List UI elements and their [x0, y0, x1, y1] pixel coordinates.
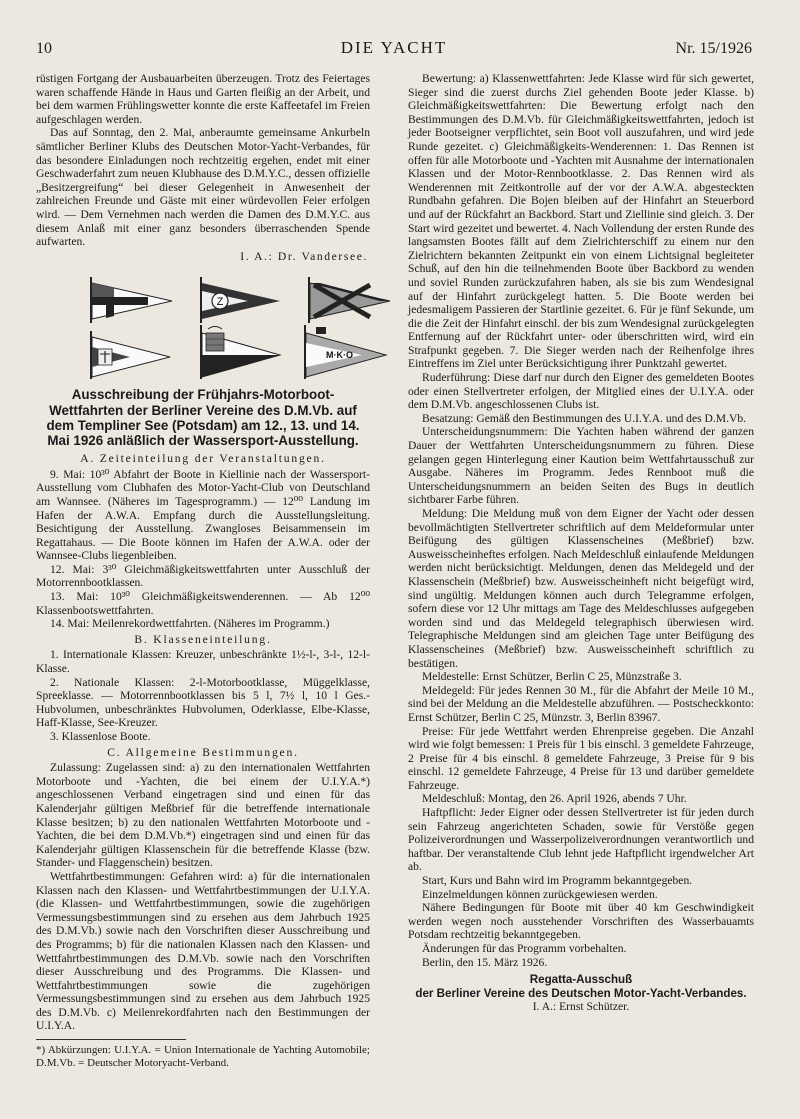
section-heading-c: C. Allgemeine Bestimmungen. — [107, 745, 299, 759]
paragraph: Haftpflicht: Jeder Eigner oder dessen Stellvertreter ist für jeden durch sein Fahrzeug angerichteten Schaden, sowie für Verstöße gegen Polizeiverordnungen und Wasserpolizeiverordnungen verantwortlich und haftbar. Der veranstaltende Club lehnt jede Haftpflicht irgendwelcher Art ab. — [408, 806, 754, 874]
pennant-z-icon — [198, 277, 282, 323]
paragraph: Start, Kurs und Bahn wird im Programm bekanntgegeben. — [422, 874, 693, 888]
closing-block — [408, 973, 754, 1014]
paragraph: Wettfahrtbestimmungen: Gefahren wird: a) für die internationalen Klassen nach den Klassen- und Wettfahrtbestimmungen der U.I.Y.A. (die Klassen- und Wettfahrtbestimmungen, sowie die zugehörigen Vermessungsbestimmungen sind zu ersehen aus dem Jahrbuch 1925 des D.M.Vb.) sowie nach den Vorschriften dieser Ausschreibung und des Programms; b) für die nationalen Klassen nach den Klassen- und Wettfahrtbestimmungen des D.M.Vb. sowie nach den Vorschriften dieser Ausschreibung und des Programms. Die Klassen- und Wettfahrtbestimmungen sowie die zugehörigen Vermessungsbestimmungen sind zu ersehen aus dem Jahrbuch 1925 des D.M.Vb. c) Meilenrekordfahrten nach den Bestimmungen der U.I.Y.A. — [36, 869, 370, 1033]
section-heading-b: B. Klasseneinteilung. — [134, 632, 272, 646]
paragraph: 12. Mai: 3³⁰ Gleichmäßigkeitswettfahrten unter Ausschluß der Motorrennbootklassen. — [36, 562, 370, 590]
page-number: 10 — [36, 40, 52, 57]
svg-text:Z: Z — [216, 296, 224, 309]
pennant-saltire-icon — [306, 277, 392, 323]
paragraph: Das auf Sonntag, den 2. Mai, anberaumte gemeinsame Ankurbeln sämtlicher Berliner Klubs des Deutschen Motor-Yacht-Verbandes, für das besondere Einladungen noch rechtzeitig ergehen, endet mit einer Geschwaderfahrt zum neuen Klubhause des D.M.Y.C., dessen offizielle „Besitzergreifung“ bei dieser Gelegenheit in Anwesenheit der zahlreichen Freunde und Gäste mit einer würdevollen Feier erfolgen wird. — Dem Vernehmen nach werden die Damen des D.M.Y.C. aus diesem Anlaß mit einer ganz besonders überraschenden Spende aufwarten. — [36, 126, 370, 249]
right-column — [408, 72, 754, 1102]
paragraph: 14. Mai: Meilenrekordwettfahrten. (Näheres im Programm.) — [50, 617, 330, 631]
svg-text:M·K·O: M·K·O — [326, 350, 353, 361]
date-line: Berlin, den 15. März 1926. — [422, 955, 548, 969]
paragraph: rüstigen Fortgang der Ausbauarbeiten überzeugen. Trotz des Feiertages waren schaffende Hände in Haus und Garten fleißig an der Arbeit, und bei dem warmen Frühlingswetter konnte die erste Kaffeetafel im Freien aufgeschlagen werden. — [36, 72, 370, 126]
footnote-rule — [36, 1039, 186, 1040]
paragraph: Meldestelle: Ernst Schützer, Berlin C 25, Münzstraße 3. — [422, 670, 682, 684]
paragraph: Preise: Für jede Wettfahrt werden Ehrenpreise gegeben. Die Anzahl wird wie folgt bemessen: 1 Preis für 1 bis einschl. 3 gemeldete Fahrzeuge, 2 Preise für 4 bis einschl. 8 gemeldete Fahrzeuge, 3 Preise für 9 bis einschl. 12 gemeldete Fahrzeuge, 4 Preise für 13 und darüber gemeldete Fahrzeuge. — [408, 724, 754, 792]
section-heading-a: A. Zeiteinteilung der Veranstaltungen. — [80, 452, 326, 466]
paragraph: Meldeschluß: Montag, den 26. April 1926, abends 7 Uhr. — [422, 792, 687, 806]
issue-number: Nr. 15/1926 — [675, 40, 752, 57]
closing-signature: I. A.: Ernst Schützer. — [532, 1000, 630, 1014]
paragraph: Meldung: Die Meldung muß von dem Eigner der Yacht oder dessen bevollmächtigten Stellvertreter schriftlich auf dem Meldeformular unter Beifügung des gültigen Klassenscheines (Meßbrief) bzw. Ausweisscheinheftes erfolgen. Nach Meldeschluß einlaufende Meldungen werden nicht berücksichtigt. Meldungen, denen das Meldegeld und der Klassenschein (Meßbrief) bzw. Ausweisscheinheft nicht beigefügt wird, sind ungültig. Meldungen können auch durch Telegramme erfolgen, sofern diese vor 12 Uhr mittags am Tage des Meldeschlusses aufgegeben worden sind und das Meldegeld telegraphisch überwiesen wird. Telegraphische Meldungen sind am gleichen Tage unter Beifügung des Klassenscheines (Meßbrief) bzw. Ausweisscheinheft schriftlich zu bestätigen. — [408, 507, 754, 670]
footnote: *) Abkürzungen: U.I.Y.A. = Union Internationale de Yachting Automobile; D.M.Vb. = Deutscher Motoryacht-Verband. — [36, 1044, 370, 1070]
paragraph: 9. Mai: 10³⁰ Abfahrt der Boote in Kiellinie nach der Wassersport-Ausstellung vom Clubhafen des Motor-Yacht-Club von Deutschland am Wannsee. (Näheres im Tagesprogramm.) — 12⁰⁰ Landung im Hafen der A.W.A. Empfang durch die Ausstellungsleitung. Besichtigung der Ausstellung. Zwangloses Beisammensein im Regattahaus. — Die Boote können im Hafen der A.W.A. oder der Wannsee-Clubs liegenbleiben. — [36, 467, 370, 563]
paragraph: Ruderführung: Diese darf nur durch den Eigner des gemeldeten Bootes oder einen Stellvertreter erfolgen, der Mitglied eines der U.I.Y.A. oder dem D.M.Vb. angeschlossenen Clubs ist. — [408, 371, 754, 412]
paragraph: Einzelmeldungen können zurückgewiesen werden. — [422, 887, 658, 901]
paragraph: Zulassung: Zugelassen sind: a) zu den internationalen Wettfahrten Motorboote und -Yachten, die bei einem der U.I.Y.A.*) angeschlossenen Verband eingetragen sind und einen für das Kalenderjahr gültigen Meßbrief für die betreffende internationale Klasse besitzen; b) zu den nationalen Wettfahrten Motorboote und -Yachten, die bei dem D.M.Vb.*) eingetragen sind und einen für das Kalenderjahr gültigen Klassenschein für die betreffende Klasse (bzw. Stander- und Flaggenschein) besitzen. — [36, 761, 370, 870]
paragraph: Unterscheidungsnummern: Die Yachten haben während der ganzen Dauer der Wettfahrten Unterscheidungsnummern zu führen. Diese gelangen gegen Hinterlegung einer Kaution beim Wettfahrtausschuß zur Ausgabe. Näheres im Programm. Jedes Rennboot muß die Unterscheidungsnummern an beiden Seiten des Bugs in deutlich sichtbarer Farbe führen. — [408, 425, 754, 507]
paragraph: Besatzung: Gemäß den Bestimmungen des U.I.Y.A. und des D.M.Vb. — [422, 411, 747, 425]
pennant-anchor-icon — [88, 331, 172, 379]
pennant-cross-icon — [88, 277, 174, 323]
paragraph: 1. Internationale Klassen: Kreuzer, unbeschränkte 1½-l-, 3-l-, 12-l-Klasse. — [36, 648, 370, 676]
paragraph: 13. Mai: 10³⁰ Gleichmäßigkeitswenderennen. — Ab 12⁰⁰ Klassenbootswettfahrten. — [36, 590, 370, 617]
paragraph: 2. Nationale Klassen: 2-l-Motorbootklasse, Müggelklasse, Spreeklasse. — Motorrennbootklassen bis 5 l, 7½ l, 10 l Ges.-Hubvolumen, unbeschränktes Hubvolumen, Oderklasse, Elbe-Klasse, Haff-Klasse, See-Kreuzer. — [36, 675, 370, 730]
paragraph: Meldegeld: Für jedes Rennen 30 M., für die Abfahrt der Meile 10 M., sind bei der Meldung an die Meldestelle abzuführen. — Postscheckkonto: Ernst Schützer, Berlin C 25, Münzstr. 3, Berlin 83967. — [408, 683, 754, 724]
pennant-stripes-icon — [198, 325, 282, 379]
committee-name: Regatta-Ausschuß — [529, 973, 633, 987]
pennant-mko-icon — [302, 325, 388, 379]
paragraph: Nähere Bedingungen für Boote mit über 40 km Geschwindigkeit werden wegen noch ausstehender Vorschriften des Wasserbauamts Potsdam rechtzeitig bekanntgegeben. — [408, 901, 754, 942]
paragraph: Änderungen für das Programm vorbehalten. — [422, 942, 627, 955]
signature-line: I. A.: Dr. Vandersee. — [240, 249, 368, 263]
club-pennants-illustration — [36, 269, 370, 381]
magazine-title: DIE YACHT — [340, 38, 448, 57]
paragraph: Bewertung: a) Klassenwettfahrten: Jede Klasse wird für sich gewertet, Sieger sind die zuerst durchs Ziel gehenden Boote jeder Klasse. b) Gleichmäßigkeitswettfahrten: Die Bewertung erfolgt nach den Bestimmungen des D.M.Vb. für Gleichmäßigkeitswettfahrten, jedoch ist jeder Bootseigner verpflichtet, sein Boot voll auszufahren, und wird jede Runde gezeitet. c) Gleichmäßigkeits-Wenderennen: 1. Das Rennen ist offen für alle Motorboote und -Yachten mit Ausnahme der internationalen Klassen und der Motor-Rennbootklasse. 2. Das Rennen wird als Wenderennen mit Zeitkontrolle auf der vor der A.W.A. abgesteckten Rundbahn gefahren. Die Bojen bleiben auf der Hinfahrt an Steuerbord und auf der Rückfahrt an Backbord. Start und Ziellinie sind gleich. 3. Der Start wird gezeitet und bewertet. 4. Nach Vollendung der ersten Runde des langsamsten Bootes fällt auf dem Zielrichterschiff zu einem nur den Zielrichtern bekannten Zeitpunkt ein von einem Lichtsignal begleiteter Schuß, auf den hin die teilnehmenden Boote über Backbord zu wenden und soviel Runden zurückzufahren haben, als sie bis zum Wendesignal auf der Hinfahrt zurückgelegt hatten. 5. Die Boote werden bei jedesmaligem Passieren der Startlinie gezeitet. 6. Für je fünf Sekunde, um die die Zeit der Hinfahrt einschl. der bis zum Wendesignal zurückgelegten Entfernung auf der Rückfahrt unter- oder überschritten wird, wird ein Strafpunkt gegeben. 7. Die Sieger werden nach der Reihenfolge ihres Eintreffens im Ziel unter Berücksichtigung ihrer Punktzahl gewertet. — [408, 72, 754, 371]
committee-org: der Berliner Vereine des Deutschen Motor-Yacht-Verbandes. — [415, 986, 747, 1000]
announcement-heading: Ausschreibung der Frühjahrs-Motorboot-Wettfahrten der Berliner Vereine des D.M.Vb. auf dem Templiner See (Potsdam) am 12., 13. und 14. Mai 1926 anläßlich der Wassersport-Ausstellung. — [46, 387, 360, 448]
paragraph: 3. Klassenlose Boote. — [50, 730, 151, 743]
left-column — [36, 72, 370, 1102]
page-header — [36, 36, 752, 60]
